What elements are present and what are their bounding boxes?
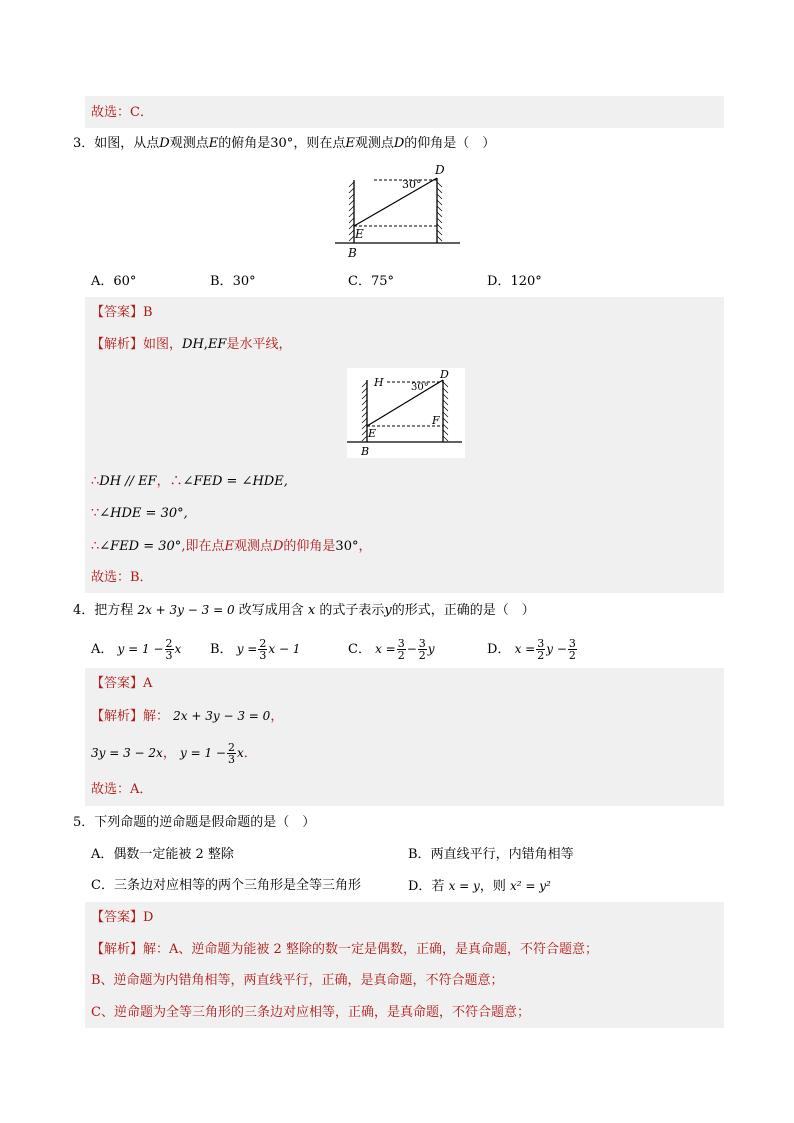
figure-label-F: F [432,414,440,427]
figure-angle-label: 30° [402,178,422,191]
q5-analysis-line-2: B、逆命题为内错角相等，两直线平行，正确，是真命题，不符合题意； [91,973,504,988]
q5-option-d: D．若 x = y，则 x² = y² [408,879,551,894]
q3-analysis-line-4: ∴∠FED = 30°,即在点E观测点D的仰角是30°， [91,539,372,554]
figure-angle-label: 30° [411,382,429,393]
q4-option-b: B． y = $\frac{2}{3}$ x − 1 [210,637,301,662]
prev-conclusion: 故选：C． [91,105,153,120]
q5-analysis-line-3: C、逆命题为全等三角形的三条边对应相等，正确，是真命题，不符合题意； [91,1005,530,1020]
q3-option-b: B．30° [210,274,256,289]
q3-analysis-line-2: ∴DH // EF，∴∠FED = ∠HDE, [91,474,288,489]
q4-conclusion: 故选：A． [91,782,153,797]
q5-option-a: A．偶数一定能被 2 整除 [91,847,234,862]
figure-label-D: D [440,368,449,381]
prev-conclusion-band [85,96,724,128]
q3-analysis-line-3: ∵∠HDE = 30°, [91,506,188,521]
q3-analysis-line-1: 【解析】如图，DH,EF是水平线， [91,337,292,352]
q4-analysis-line-2: 3y = 3 − 2x， y = 1 − $\frac{2}{3}$ x． [91,741,257,766]
q4-option-c: C． x = $\frac{3}{2}$ − $\frac{3}{2}$ y [348,637,435,662]
q3-option-d: D．120° [487,274,542,289]
q3-option-c: C．75° [348,274,394,289]
q4-stem: 4．把方程 2x + 3y − 3 = 0 改写成用含 x 的式子表示y的形式，正确的是（ ） [73,603,535,618]
figure-label-B: B [348,246,357,260]
figure-label-E: E [368,427,377,440]
q4-option-d: D． x = $\frac{3}{2}$ y − $\frac{3}{2}$ [487,637,576,662]
q3-figure [330,162,465,262]
q3-stem: 3．如图，从点D观测点E的俯角是30°，则在点E观测点D的仰角是（ ） [73,136,496,151]
figure-label-H: H [374,376,384,389]
q3-option-a: A．60° [91,274,137,289]
q3-answer: 【答案】B [91,305,153,320]
q4-analysis-line-1: 【解析】解： 2x + 3y − 3 = 0， [91,709,284,724]
figure-label-D: D [435,163,445,177]
figure-label-B: B [361,445,370,458]
q3-conclusion: 故选：B． [91,570,153,585]
q3-number: 3． [73,136,95,151]
q5-option-c: C．三条边对应相等的两个三角形是全等三角形 [91,878,361,893]
q5-analysis-line-1: 【解析】解：A、逆命题为能被 2 整除的数一定是偶数，正确，是真命题，不符合题意； [91,942,598,957]
q5-option-b: B．两直线平行，内错角相等 [408,847,574,862]
q5-stem: 5．下列命题的逆命题是假命题的是（ ） [73,815,316,830]
figure-label-E: E [355,227,364,241]
q4-option-a: A． y = 1 − $\frac{2}{3}$ x [91,637,182,662]
q5-answer: 【答案】D [91,910,154,925]
q3-solution-figure [347,368,465,458]
q4-answer: 【答案】A [91,676,153,691]
